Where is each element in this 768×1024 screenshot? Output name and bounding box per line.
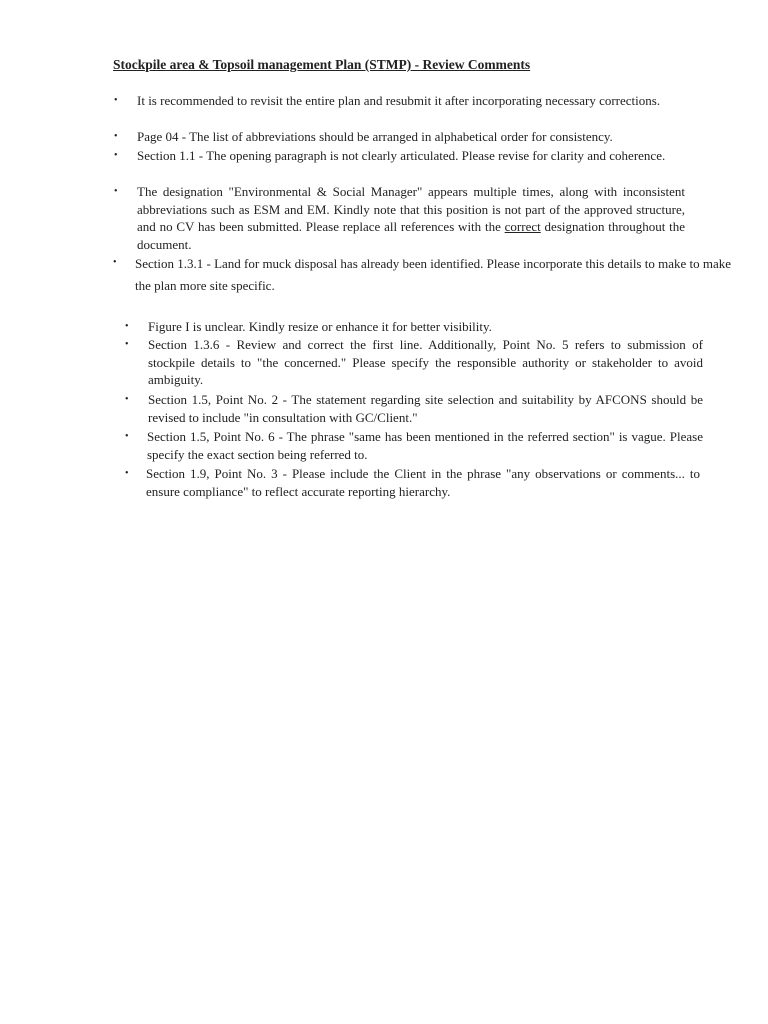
bullet-icon: • [125, 339, 129, 350]
comment-text: designation throughout the document. [137, 219, 686, 252]
comment-item: Page 04 - The list of abbreviations should be arranged in alphabetical order for consistency. [137, 129, 613, 144]
comment-item: It is recommended to revisit the entire plan and resubmit it after incorporating necessary corrections. [137, 93, 661, 108]
bullet-icon: • [125, 394, 129, 405]
bullet-icon: • [114, 95, 118, 106]
comment-item: Section 1.5, Point No. 2 - The statement regarding site selection and suitability by AFCONS should be revised to include "in consultation with GC/Client." [148, 392, 703, 425]
underlined-word: correct [504, 219, 541, 234]
comment-item: Section 1.9, Point No. 3 - Please include the Client in the phrase "any observations or comments... to ensure compliance" to reflect accurate reporting hierarchy. [146, 466, 700, 499]
comment-item: Section 1.3.1 - Land for muck disposal has already been identified. Please incorporate this details to make to make the plan more site specific. [135, 256, 732, 293]
comment-text: The designation "Environmental & Social Manager" appears multiple times, along with inconsistent abbreviations such as ESM and EM. Kindly note that this position is not part of the approved structure, and no CV has been submitted. Please replace all references with the [137, 184, 685, 234]
bullet-icon: • [114, 186, 118, 197]
comment-item [137, 183, 685, 253]
document-title: Stockpile area & Topsoil management Plan (STMP) - Review Comments [113, 57, 531, 72]
bullet-icon: • [114, 150, 118, 161]
bullet-icon: • [114, 131, 118, 142]
bullet-icon: • [125, 431, 129, 442]
bullet-icon: • [125, 468, 129, 479]
comment-item: Figure I is unclear. Kindly resize or enhance it for better visibility. [148, 319, 492, 334]
comment-item: Section 1.5, Point No. 6 - The phrase "same has been mentioned in the referred section" is vague. Please specify the exact section being referred to. [147, 429, 703, 462]
bullet-icon: • [113, 257, 117, 268]
comment-item: Section 1.1 - The opening paragraph is not clearly articulated. Please revise for clarity and coherence. [137, 148, 666, 163]
bullet-icon: • [125, 321, 129, 332]
comment-item: Section 1.3.6 - Review and correct the first line. Additionally, Point No. 5 refers to submission of stockpile details to "the concerned." Please specify the responsible authority or stakeholder to avoid ambiguity. [148, 337, 703, 387]
